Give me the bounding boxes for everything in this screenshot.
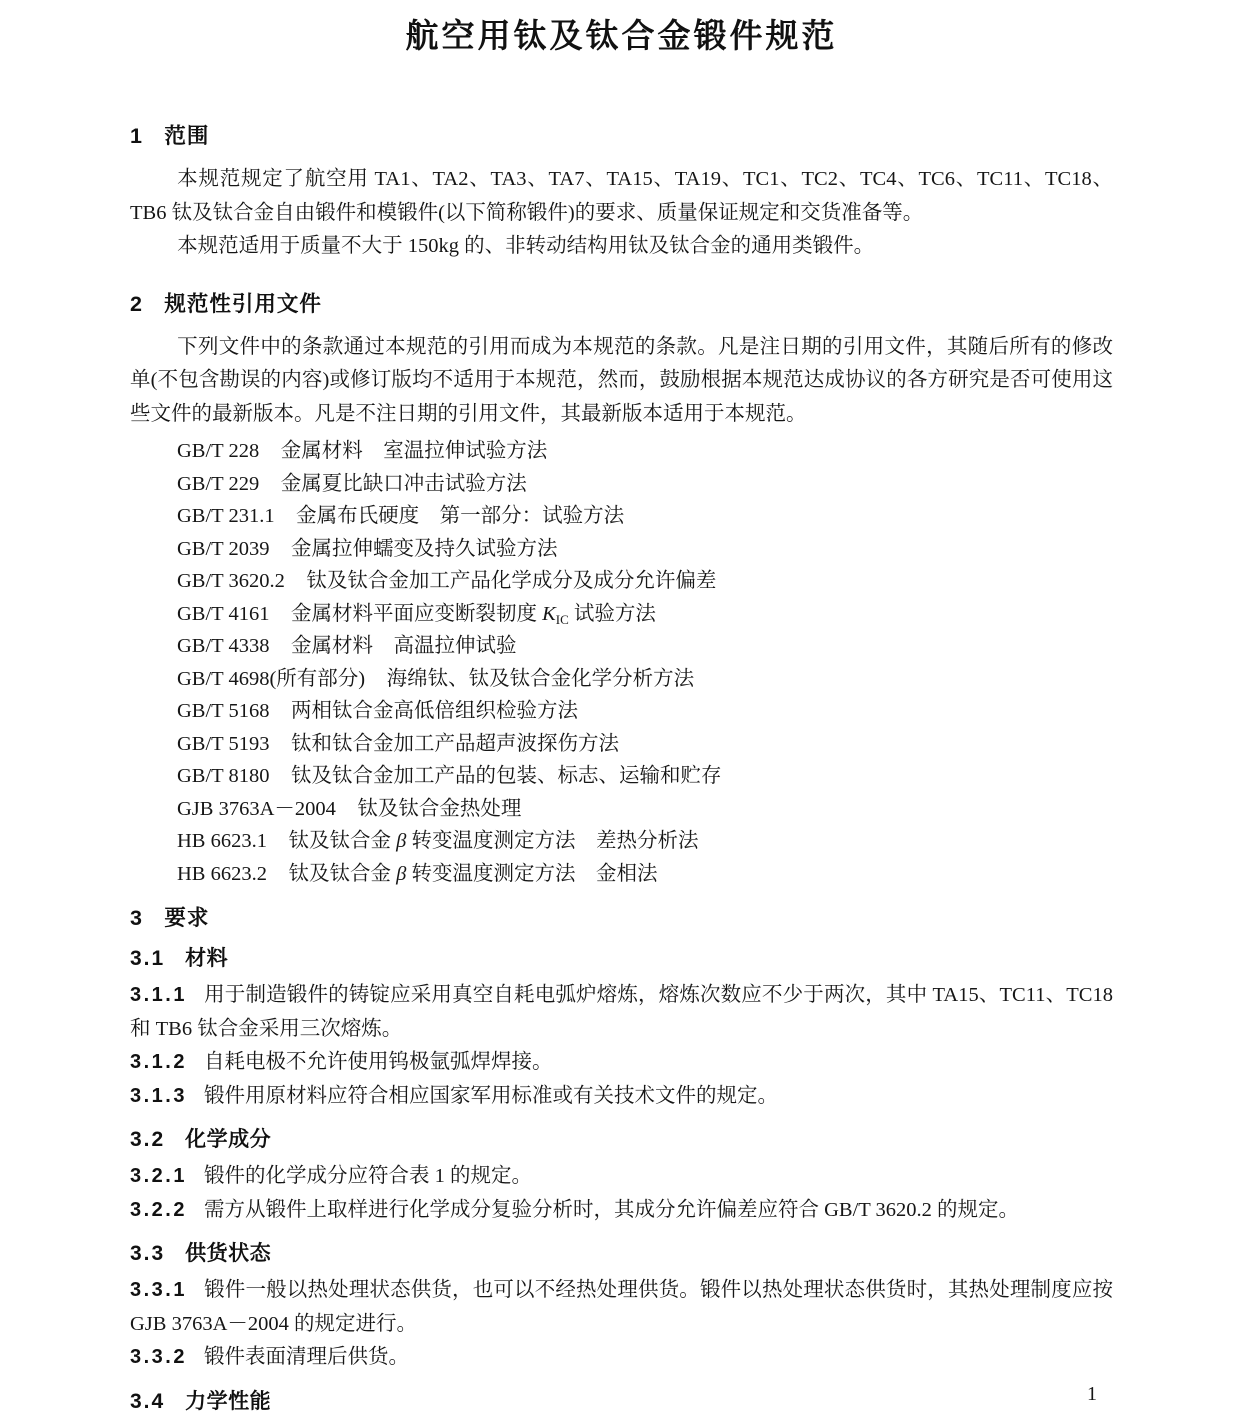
section-requirements-heading [130,904,1113,932]
section-number: 1 [130,124,144,148]
clause-number: 3.3.2 [130,1346,187,1368]
reference-item [177,435,1113,468]
reference-item [177,500,1113,533]
subsection-heading [130,1126,1113,1154]
clause-number: 3.2.2 [130,1198,187,1221]
reference-code: GB/T 5168 [177,700,270,722]
clause-number: 3.1.3 [130,1084,187,1107]
reference-code: GB/T 4698(所有部分) [177,667,366,690]
reference-title: 钛及钛合金加工产品化学成分及成分允许偏差 [306,570,717,592]
subsection-heading-text: 供货状态 [185,1242,272,1265]
reference-code: GB/T 3620.2 [177,570,285,592]
clause-number: 3.1.2 [130,1051,187,1073]
reference-item [177,663,1113,696]
reference-item [177,565,1113,598]
section-heading-text: 规范性引用文件 [164,291,322,316]
reference-code: GB/T 4338 [177,635,270,657]
scope-paragraph-2: 本规范适用于质量不大于 150kg 的、非转动结构用钛及钛合金的通用类锻件。 [177,235,875,257]
section-number: 3 [130,906,144,930]
subsection-heading-text: 力学性能 [185,1389,272,1413]
reference-item [177,695,1113,728]
subsection-number: 3.1 [130,947,166,970]
section-scope [130,122,1113,264]
reference-code: GB/T 5193 [177,732,270,755]
section-references-heading [130,290,1113,318]
page-number: 1 [1087,1383,1097,1405]
reference-code: GB/T 2039 [177,537,270,560]
section-heading-text: 要求 [164,906,210,930]
reference-item [177,598,1113,631]
scope-paragraph-1: 本规范规定了航空用 TA1、TA2、TA3、TA7、TA15、TA19、TC1、TC2、TC4、TC6、TC11、TC18、TB6 钛及钛合金自由锻件和模锻件(以下简称锻件)的要求、质量保证规定和交货准备等。 [130,168,1113,224]
subsection-heading [130,1240,1113,1268]
reference-item [177,760,1113,793]
clause-paragraph: 3.3.1 锻件一般以热处理状态供货，也可以不经热处理供货。锻件以热处理状态供货时，其热处理制度应按 GJB 3763A－2004 的规定进行。 [130,1279,1113,1335]
reference-title: 金属拉伸蠕变及持久试验方法 [290,537,558,560]
section-requirements [130,904,1113,1413]
reference-title: 两相钛合金高低倍组织检验方法 [290,700,578,722]
reference-title: 海绵钛、钛及钛合金化学分析方法 [386,667,695,690]
clause-paragraph: 3.2.2 需方从锻件上取样进行化学成分复验分析时，其成分允许偏差应符合 GB/T 3620.2 的规定。 [130,1198,1020,1221]
reference-title: 金属夏比缺口冲击试验方法 [280,472,527,495]
references-list [130,435,1113,890]
reference-code: GB/T 228 [177,440,260,462]
reference-code: HB 6623.1 [177,830,267,852]
subsection-heading [130,945,1113,973]
reference-item [177,630,1113,663]
reference-code: HB 6623.2 [177,862,267,885]
reference-code: GB/T 229 [177,472,260,495]
subsection-number: 3.4 [130,1389,166,1413]
clause-paragraph: 3.1.2 自耗电极不允许使用钨极氩弧焊焊接。 [130,1051,553,1073]
clause-number: 3.1.1 [130,984,187,1006]
clause-paragraph: 3.1.3 锻件用原材料应符合相应国家军用标准或有关技术文件的规定。 [130,1084,778,1107]
clause-number: 3.3.1 [130,1279,187,1301]
references-intro-paragraph: 下列文件中的条款通过本规范的引用而成为本规范的条款。凡是注日期的引用文件，其随后所有的修改单(不包含勘误的内容)或修订版均不适用于本规范，然而，鼓励根据本规范达成协议的各方研究是否可使用这些文件的最新版本。凡是不注日期的引用文件，其最新版本适用于本规范。 [130,335,1113,425]
reference-title: 钛及钛合金 β 转变温度测定方法 差热分析法 [288,830,699,852]
subsection-heading [130,1388,1113,1413]
reference-code: GJB 3763A－2004 [177,797,336,820]
subsection-number: 3.3 [130,1242,166,1265]
subsection-heading-text: 材料 [185,947,229,970]
reference-item [177,468,1113,501]
reference-item [177,793,1113,826]
reference-code: GB/T 231.1 [177,505,275,527]
section-normative-references [130,290,1113,891]
reference-item [177,858,1113,891]
reference-title: 钛及钛合金热处理 [357,797,522,820]
reference-title: 金属材料平面应变断裂韧度 $K_{IC}$ 试验方法 [290,602,656,627]
reference-title: 钛及钛合金 β 转变温度测定方法 金相法 [288,862,658,885]
reference-title: 金属布氏硬度 第一部分：试验方法 [296,505,625,527]
section-scope-heading [130,122,1113,150]
clause-paragraph: 3.1.1 用于制造锻件的铸锭应采用真空自耗电弧炉熔炼，熔炼次数应不少于两次，其中 TA15、TC11、TC18 和 TB6 钛合金采用三次熔炼。 [130,984,1113,1040]
reference-item [177,728,1113,761]
section-number: 2 [130,291,144,316]
reference-title: 钛及钛合金加工产品的包装、标志、运输和贮存 [290,765,722,787]
clause-number: 3.2.1 [130,1165,187,1187]
clause-paragraph: 3.3.2 锻件表面清理后供货。 [130,1346,409,1368]
reference-code: GB/T 4161 [177,602,270,625]
reference-title: 金属材料 高温拉伸试验 [290,635,517,657]
subsection-number: 3.2 [130,1128,166,1151]
reference-title: 金属材料 室温拉伸试验方法 [280,440,548,462]
document-title: 航空用钛及钛合金锻件规范 [405,17,838,54]
clause-paragraph: 3.2.1 锻件的化学成分应符合表 1 的规定。 [130,1165,532,1187]
requirements-body [130,945,1113,1413]
reference-code: GB/T 8180 [177,765,270,787]
reference-item [177,825,1113,858]
reference-item [177,533,1113,566]
subsection-heading-text: 化学成分 [185,1128,272,1151]
reference-title: 钛和钛合金加工产品超声波探伤方法 [290,732,619,755]
section-heading-text: 范围 [164,124,210,148]
